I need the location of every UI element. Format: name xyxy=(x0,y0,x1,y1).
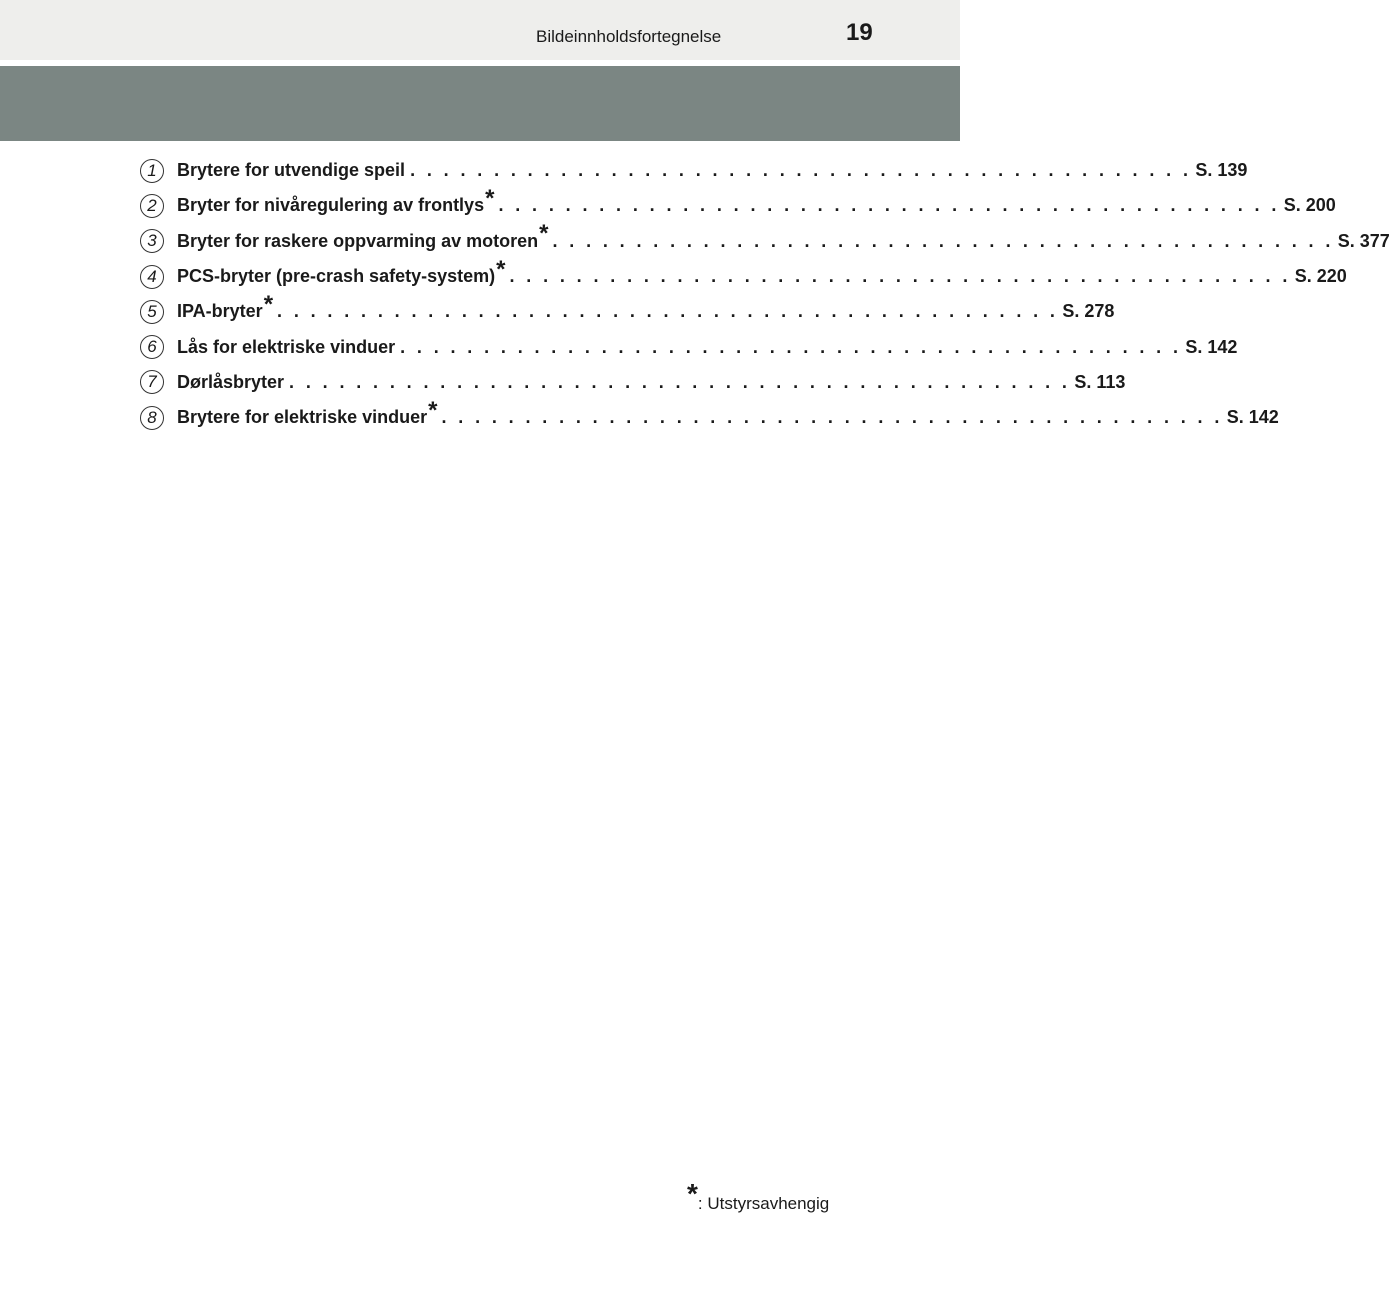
asterisk-marker: * xyxy=(539,220,549,248)
list-item xyxy=(140,220,1390,259)
asterisk-marker: * xyxy=(263,290,274,318)
page-number: 19 xyxy=(846,19,873,46)
item-label-text: Brytere for utvendige speil xyxy=(177,160,406,181)
list-item xyxy=(140,365,1126,400)
dot-leader: . . . . . . . . . . . . . . . . . . . . . . . . . . . . . . . . . . . . . . . . . . . . . . . xyxy=(498,195,1280,216)
item-label[interactable] xyxy=(177,396,438,430)
list-item xyxy=(140,184,1336,223)
dot-leader: . . . . . . . . . . . . . . . . . . . . . . . . . . . . . . . . . . . . . . . . . . . . . . . xyxy=(410,160,1192,181)
list-item xyxy=(140,153,1248,188)
footnote-text: : Utstyrsavhengig xyxy=(697,1194,830,1213)
dot-leader: . . . . . . . . . . . . . . . . . . . . . . . . . . . . . . . . . . . . . . . . . . . . . . . xyxy=(441,407,1223,428)
list-item xyxy=(140,329,1238,364)
item-label-text: Lås for elektriske vinduer xyxy=(177,336,396,357)
page-reference[interactable]: S. 142 xyxy=(1226,407,1279,428)
page-reference[interactable]: S. 377 xyxy=(1337,230,1390,251)
section-title: Bildeinnholdsfortegnelse xyxy=(536,27,722,46)
page-reference[interactable]: S. 278 xyxy=(1062,301,1115,322)
page-reference[interactable]: S. 200 xyxy=(1283,195,1336,216)
item-number: 7 xyxy=(140,370,164,394)
footnote xyxy=(687,1178,830,1214)
item-label-text: Dørlåsbryter xyxy=(177,371,285,392)
item-label[interactable] xyxy=(177,184,495,218)
asterisk-marker: * xyxy=(485,184,495,212)
item-number: 5 xyxy=(140,300,164,324)
item-label[interactable] xyxy=(177,220,549,253)
switch-index-list xyxy=(140,153,1390,435)
asterisk-marker: * xyxy=(496,255,506,283)
dot-leader: . . . . . . . . . . . . . . . . . . . . . . . . . . . . . . . . . . . . . . . . . . . . . . . xyxy=(400,336,1182,357)
item-number: 4 xyxy=(140,265,164,289)
item-number: 3 xyxy=(140,229,164,253)
illustration-band xyxy=(0,66,960,141)
item-label[interactable] xyxy=(177,255,506,289)
list-item xyxy=(140,396,1279,435)
page-reference[interactable]: S. 113 xyxy=(1074,371,1126,392)
item-label-text: Bryter for raskere oppvarming av motoren xyxy=(177,230,539,251)
list-item xyxy=(140,255,1347,294)
page-reference[interactable]: S. 139 xyxy=(1195,160,1248,181)
footnote-asterisk: * xyxy=(687,1178,698,1209)
item-number: 2 xyxy=(140,194,164,218)
dot-leader: . . . . . . . . . . . . . . . . . . . . . . . . . . . . . . . . . . . . . . . . . . . . . . . xyxy=(509,266,1291,287)
item-label[interactable] xyxy=(177,290,274,324)
item-label-text: IPA-bryter xyxy=(177,301,263,322)
dot-leader: . . . . . . . . . . . . . . . . . . . . . . . . . . . . . . . . . . . . . . . . . . . . . . . xyxy=(277,301,1059,322)
item-label-text: Brytere for elektriske vinduer xyxy=(177,407,428,428)
item-label[interactable] xyxy=(177,337,396,358)
item-label-text: PCS-bryter (pre-crash safety-system) xyxy=(177,266,496,287)
page-reference[interactable]: S. 142 xyxy=(1185,336,1238,357)
item-number: 1 xyxy=(140,159,164,183)
list-item xyxy=(140,290,1115,329)
item-number: 6 xyxy=(140,335,164,359)
header-strip xyxy=(0,0,960,60)
item-label[interactable] xyxy=(177,160,406,181)
item-number: 8 xyxy=(140,406,164,430)
page-reference[interactable]: S. 220 xyxy=(1294,266,1347,287)
dot-leader: . . . . . . . . . . . . . . . . . . . . . . . . . . . . . . . . . . . . . . . . . . . . . . . xyxy=(289,371,1071,392)
item-label[interactable] xyxy=(177,372,285,393)
dot-leader: . . . . . . . . . . . . . . . . . . . . . . . . . . . . . . . . . . . . . . . . . . . . . . . xyxy=(552,230,1334,251)
item-label-text: Bryter for nivåregulering av frontlys xyxy=(177,195,485,216)
asterisk-marker: * xyxy=(428,396,438,424)
